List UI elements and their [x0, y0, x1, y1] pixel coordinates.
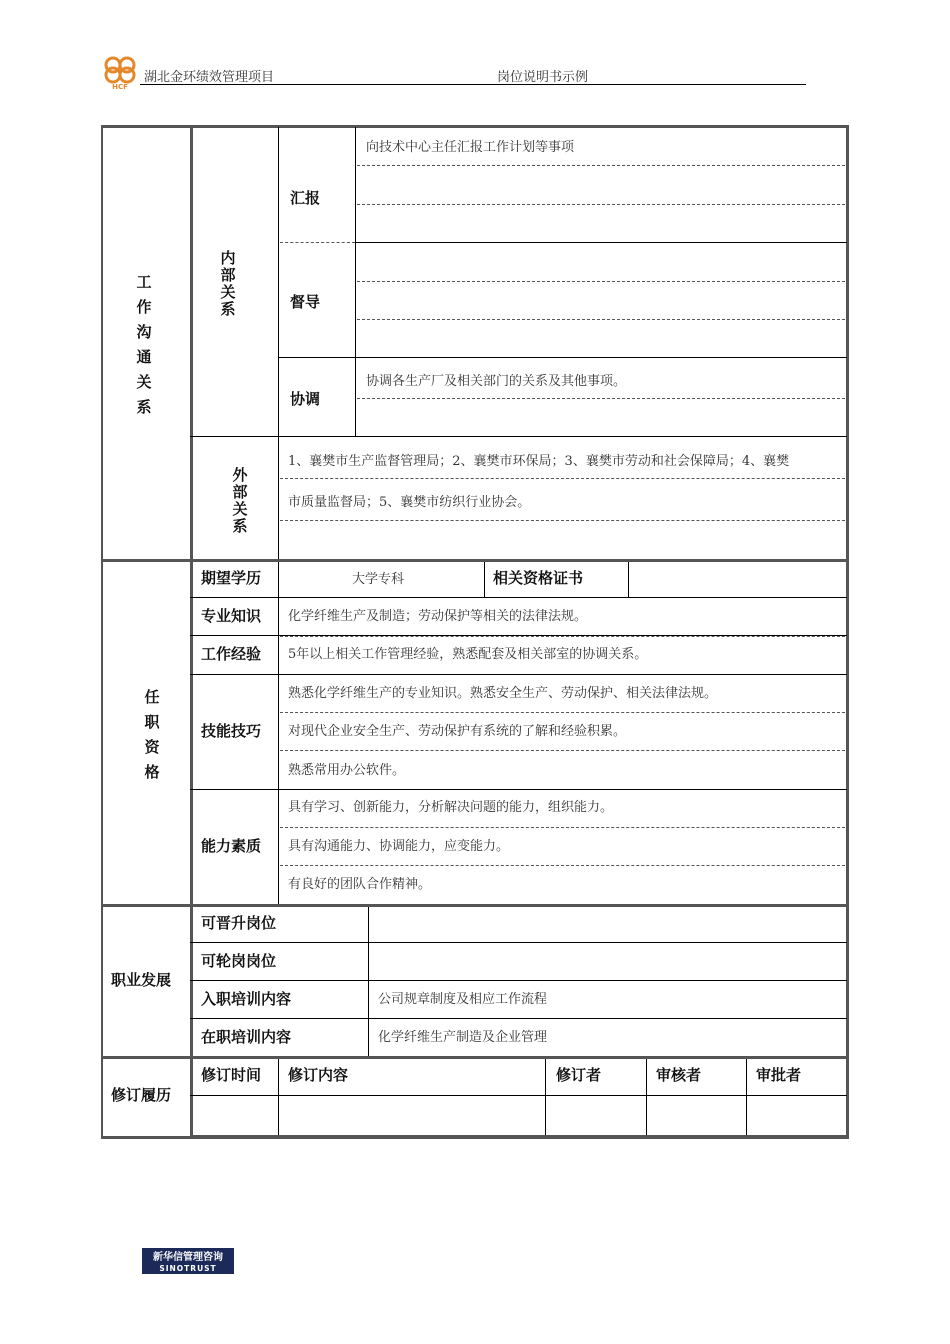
- report-text: 向技术中心主任汇报工作计划等事项: [366, 140, 575, 155]
- svg-text:HCF: HCF: [112, 83, 128, 90]
- experience-label: 工作经验: [201, 645, 262, 663]
- svg-text:SINOTRUST: SINOTRUST: [159, 1264, 217, 1273]
- col-revision-time: 修订时间: [201, 1066, 262, 1084]
- promotion-label: 可晋升岗位: [201, 914, 277, 932]
- ability-label: 能力素质: [201, 837, 262, 855]
- certificate-label: 相关资格证书: [493, 569, 584, 587]
- project-title: 湖北金环绩效管理项目: [144, 70, 275, 85]
- onjob-label: 在职培训内容: [201, 1028, 292, 1046]
- skill-line: 对现代企业安全生产、劳动保护有系统的了解和经验积累。: [288, 724, 627, 739]
- col-approver: 审批者: [756, 1066, 802, 1084]
- ability-line: 有良好的团队合作精神。: [288, 877, 432, 892]
- document-title: 岗位说明书示例: [497, 70, 589, 85]
- knowledge-label: 专业知识: [201, 607, 262, 625]
- col-reviser: 修订者: [556, 1066, 602, 1084]
- col-divider-main: [190, 127, 193, 1137]
- onboarding-label: 入职培训内容: [201, 990, 292, 1008]
- col-auditor: 审核者: [656, 1066, 702, 1084]
- header-rule: [140, 84, 806, 85]
- rotation-label: 可轮岗岗位: [201, 952, 277, 970]
- experience-value: 5年以上相关工作管理经验，熟悉配套及相关部室的协调关系。: [288, 647, 648, 662]
- coordinate-label: 协调: [290, 390, 321, 408]
- sinotrust-logo: [142, 1248, 234, 1274]
- section-qualification: 任职资格: [144, 688, 160, 781]
- svg-text:新华信管理咨询: 新华信管理咨询: [153, 1252, 223, 1263]
- col-revision-content: 修订内容: [288, 1066, 349, 1084]
- skill-line: 熟悉化学纤维生产的专业知识。熟悉安全生产、劳动保护、相关法律法规。: [288, 686, 718, 701]
- education-value: 大学专科: [352, 572, 405, 587]
- external-relations-label: 外部关系: [232, 466, 248, 535]
- report-label: 汇报: [290, 189, 321, 207]
- education-label: 期望学历: [201, 569, 262, 587]
- section-revision: 修订履历: [111, 1086, 172, 1104]
- internal-relations-label: 内部关系: [220, 249, 236, 318]
- ability-line: 具有学习、创新能力，分析解决问题的能力，组织能力。: [288, 800, 614, 815]
- onboarding-value: 公司规章制度及相应工作流程: [378, 992, 548, 1007]
- onjob-value: 化学纤维生产制造及企业管理: [378, 1030, 548, 1045]
- coordinate-text: 协调各生产厂及相关部门的关系及其他事项。: [366, 374, 627, 389]
- skill-line: 熟悉常用办公软件。: [288, 763, 406, 778]
- hcf-logo: [101, 54, 139, 90]
- ability-line: 具有沟通能力、协调能力，应变能力。: [288, 839, 510, 854]
- section-communication: 工作沟通关系: [136, 273, 152, 416]
- section-career: 职业发展: [111, 971, 172, 989]
- knowledge-value: 化学纤维生产及制造；劳动保护等相关的法律法规。: [288, 609, 588, 624]
- external-text-line1: 1、襄樊市生产监督管理局；2、襄樊市环保局；3、襄樊市劳动和社会保障局；4、襄樊: [288, 454, 790, 469]
- skills-label: 技能技巧: [201, 722, 262, 740]
- job-description-table: [101, 125, 849, 1139]
- supervise-label: 督导: [290, 293, 321, 311]
- external-text-line2: 市质量监督局；5、襄樊市纺织行业协会。: [288, 495, 531, 510]
